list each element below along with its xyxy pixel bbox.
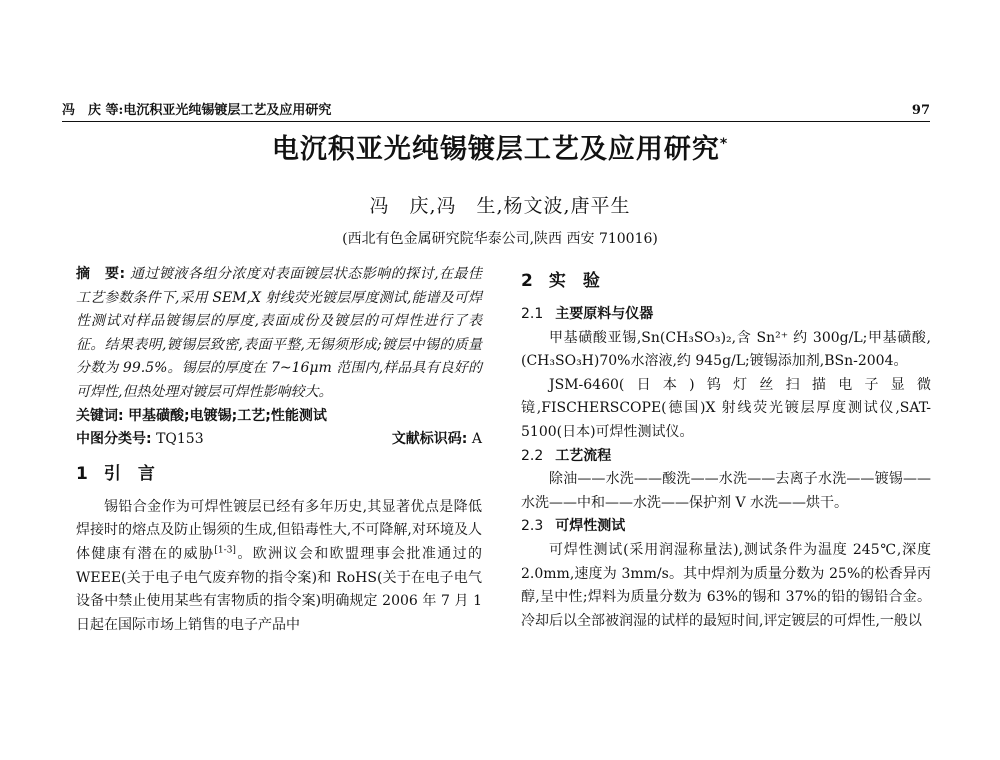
- subsection-2-1-number: 2.1: [521, 306, 544, 322]
- subsection-2-3-title: 可焊性测试: [555, 518, 626, 535]
- section-1-paragraph: [76, 496, 482, 638]
- subsection-2-2-number: 2.2: [521, 447, 544, 464]
- instruments-paragraph: JSM-6460(日本)钨灯丝扫描电子显微镜,FISCHERSCOPE(德国)X 射线荧光镀层厚度测试仪,SAT-5100(日本)可焊性测试仪。: [521, 376, 931, 440]
- classification-row: [76, 428, 482, 452]
- subsection-2-1-title: 主要原料与仪器: [555, 306, 654, 322]
- materials-paragraph: 甲基磺酸亚锡,Sn(CH₃SO₃)₂,含 Sn²⁺ 约 300g/L;甲基磺酸,(CH₃SO₃H)70%水溶液,约 945g/L;镀锡添加剂,BSn-2004。: [521, 329, 931, 370]
- intro-text-b: 。欧洲议会和欧盟理事会批准通过的 WEEE(关于电子电气废弃物的指令案)和 RoHS(关于在电子电气设备中禁止使用某些有害物质的指令案)明确规定 2006 年 7 月 1 日起在国际市场上销售的电子产品中: [76, 545, 483, 633]
- process-flow-paragraph: 除油——水洗——酸洗——水洗——去离子水洗——镀锡——水洗——中和——水洗——保护剂 V 水洗——烘干。: [521, 471, 931, 511]
- abstract: [76, 263, 482, 405]
- clc-value: TQ153: [156, 431, 204, 448]
- intro-text-a: 锡铅合金作为可焊性镀层已经有多年历史,其显著优点是降低焊接时的熔点及防止锡须的生成,但铅毒性大,不可降解,对环境及人体健康有潜在的威胁: [76, 498, 482, 562]
- subsection-2-2-title: 工艺流程: [555, 447, 612, 464]
- header-rule: [62, 121, 930, 122]
- page-number: 97: [911, 103, 930, 118]
- affiliation: (西北有色金属研究院华泰公司,陕西 西安 710016): [342, 231, 658, 247]
- section-1-title: 引 言: [103, 463, 155, 484]
- doc-code-value: A: [471, 431, 482, 448]
- section-1-number: 1: [76, 463, 88, 484]
- left-column: [76, 263, 482, 637]
- subsection-2-3-heading: [521, 515, 931, 539]
- authors: 冯 庆,冯 生,杨文波,唐平生: [369, 195, 631, 217]
- abstract-label: 摘 要:: [76, 266, 126, 282]
- subsection-2-1-heading: [521, 303, 931, 327]
- paper-title-text: 电沉积亚光纯锡镀层工艺及应用研究: [271, 134, 720, 165]
- abstract-text: 通过镀液各组分浓度对表面镀层状态影响的探讨,在最佳工艺参数条件下,采用 SEM,X 射线荧光镀层厚度测试,能谱及可焊性测试对样品镀锡层的厚度,表面成份及镀层的可焊性进行了表征。结果表明,镀锡层致密,表面平整,无锡须形成;镀层中锡的质量分数为 99.5%。锡层的厚度在 7~16μm 范围内,样品具有良好的可焊性,但热处理对镀层可焊性影响较大。: [76, 266, 482, 400]
- section-2-heading: [521, 269, 931, 293]
- paper-title: [0, 130, 1000, 170]
- subsection-2-3-number: 2.3: [521, 518, 544, 535]
- clc-label: 中图分类号:: [76, 431, 152, 448]
- keywords-text: 甲基磺酸;电镀锡;工艺;性能测试: [128, 407, 327, 424]
- running-head-text: 冯 庆 等:电沉积亚光纯锡镀层工艺及应用研究: [62, 103, 332, 118]
- doc-code: [392, 428, 482, 452]
- keywords: [76, 405, 482, 429]
- subsection-2-2-heading: [521, 445, 931, 469]
- section-2-number: 2: [521, 271, 533, 291]
- section-2-title: 实 验: [548, 271, 600, 291]
- keywords-label: 关键词:: [76, 407, 124, 424]
- citation-ref: [1-3]: [214, 545, 236, 556]
- solderability-paragraph: 可焊性测试(采用润湿称量法),测试条件为温度 245℃,深度 2.0mm,速度为 3mm/s。其中焊剂为质量分数为 25%的松香异丙醇,呈中性;焊料为质量分数为 63%的锡和 37%的铅的锡铅合金。冷却后以全部被润湿的试样的最短时间,评定镀层的可焊性,一般以: [521, 541, 931, 629]
- clc-code: [76, 428, 204, 452]
- doc-code-label: 文献标识码:: [391, 431, 468, 448]
- section-1-heading: [76, 462, 482, 486]
- running-head: [62, 103, 930, 119]
- title-footnote-mark: *: [719, 136, 729, 152]
- right-column: [521, 263, 931, 633]
